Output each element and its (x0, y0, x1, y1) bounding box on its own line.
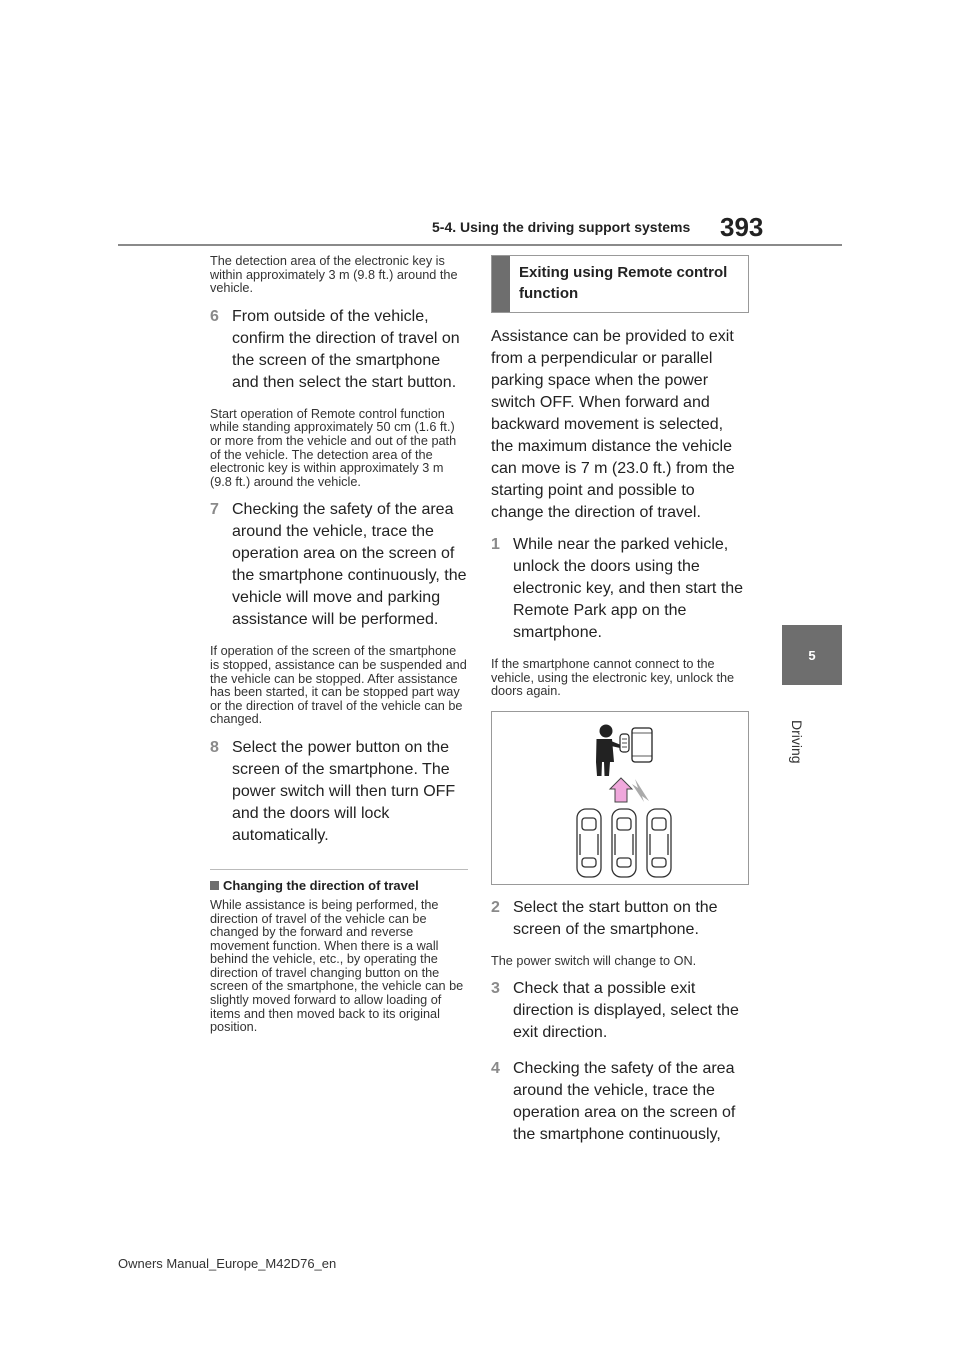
step-number: 3 (491, 980, 500, 998)
left-column (210, 255, 468, 1045)
note-start-operation: Start operation of Remote control function while standing approximately 50 cm (1.6 ft.) or more from the vehicle and out of the path of the vehicle. The detection area of the electronic key is within approximately 3 m (9.8 ft.) around the vehicle. (210, 406, 457, 489)
intro-paragraph: Assistance can be provided to exit from a perpendicular or parallel parking space when the power switch OFF. When forward and backward movement is selected, the maximum distance the vehicle can move is 7 m (23.0 ft.) from the starting point and possible to change the direction of travel. (491, 328, 735, 521)
step-6 (210, 306, 468, 394)
step-number: 6 (210, 307, 219, 325)
heading-bar (492, 256, 510, 312)
note-detection-area: The detection area of the electronic key is within approximately 3 m (9.8 ft.) around the vehicle. (210, 254, 458, 296)
header-section-title: 5-4. Using the driving support systems (432, 219, 691, 235)
step-text: Select the power button on the screen of the smartphone. The power switch will then turn OFF and the doors will lock automatically. (232, 738, 456, 844)
step-number: 8 (210, 738, 219, 756)
section-heading-box (491, 255, 749, 313)
electronic-key-icon (620, 734, 629, 752)
step-text: Select the start button on the screen of the smartphone. (513, 898, 718, 938)
step-4 (491, 1058, 749, 1146)
section-heading-text: Exiting using Remote control function (519, 264, 728, 302)
square-bullet-icon (210, 881, 219, 890)
subheading-rule (210, 869, 468, 870)
step-text: Checking the safety of the area around the vehicle, trace the operation area on the screen of the smartphone continuously, the vehicle will move and parking assistance will be performed. (232, 501, 467, 629)
chapter-tab: 5 (782, 625, 842, 685)
step-8 (210, 737, 468, 847)
header-rule (118, 244, 842, 246)
step-text: While near the parked vehicle, unlock the doors using the electronic key, and then start the Remote Park app on the smartphone. (513, 536, 744, 641)
footer: Owners Manual_Europe_M42D76_en (118, 1256, 337, 1271)
step-2 (491, 897, 749, 941)
smartphone-icon (632, 728, 652, 762)
person-icon (596, 724, 621, 776)
step-7 (210, 499, 468, 631)
step-number: 4 (491, 1060, 500, 1078)
step-text: Checking the safety of the area around the vehicle, trace the operation area on the screen of the smartphone continuously, (513, 1060, 736, 1144)
step-number: 2 (491, 898, 500, 916)
step-3 (491, 978, 749, 1044)
subheading-text: Changing the direction of travel (223, 877, 419, 893)
note-operation-stopped: If operation of the screen of the smartphone is stopped, assistance can be suspended and the vehicle can be stopped. After assistance has been started, it can be stopped part way or the direction of travel of the vehicle can be changed. (210, 644, 467, 727)
car-icon (577, 809, 671, 877)
page-number: 393 (720, 212, 764, 242)
wireless-signal-icon (632, 779, 649, 802)
illustration (491, 711, 749, 885)
chapter-label: Driving (789, 720, 805, 764)
right-column (491, 255, 749, 1160)
note-direction-change: While assistance is being performed, the direction of travel of the vehicle can be changed by the forward and reverse movement function. When there is a wall behind the vehicle, etc., by operating the direction of travel changing button on the screen of the smartphone, the vehicle can be slightly moved forward to allow loading of items and then moved back to its original position. (210, 897, 464, 1035)
step-text: Check that a possible exit direction is displayed, select the exit direction. (513, 980, 739, 1042)
subheading (210, 878, 468, 893)
step-number: 1 (491, 536, 500, 553)
step-number: 7 (210, 501, 219, 519)
step-1 (491, 534, 749, 644)
note-connection: If the smartphone cannot connect to the vehicle, using the electronic key, unlock the doors again. (491, 657, 735, 699)
step-text: From outside of the vehicle, confirm the direction of travel on the screen of the smartphone and then select the start button. (232, 307, 460, 391)
note-power-on: The power switch will change to ON. (491, 953, 697, 968)
arrow-up-icon (610, 778, 632, 802)
